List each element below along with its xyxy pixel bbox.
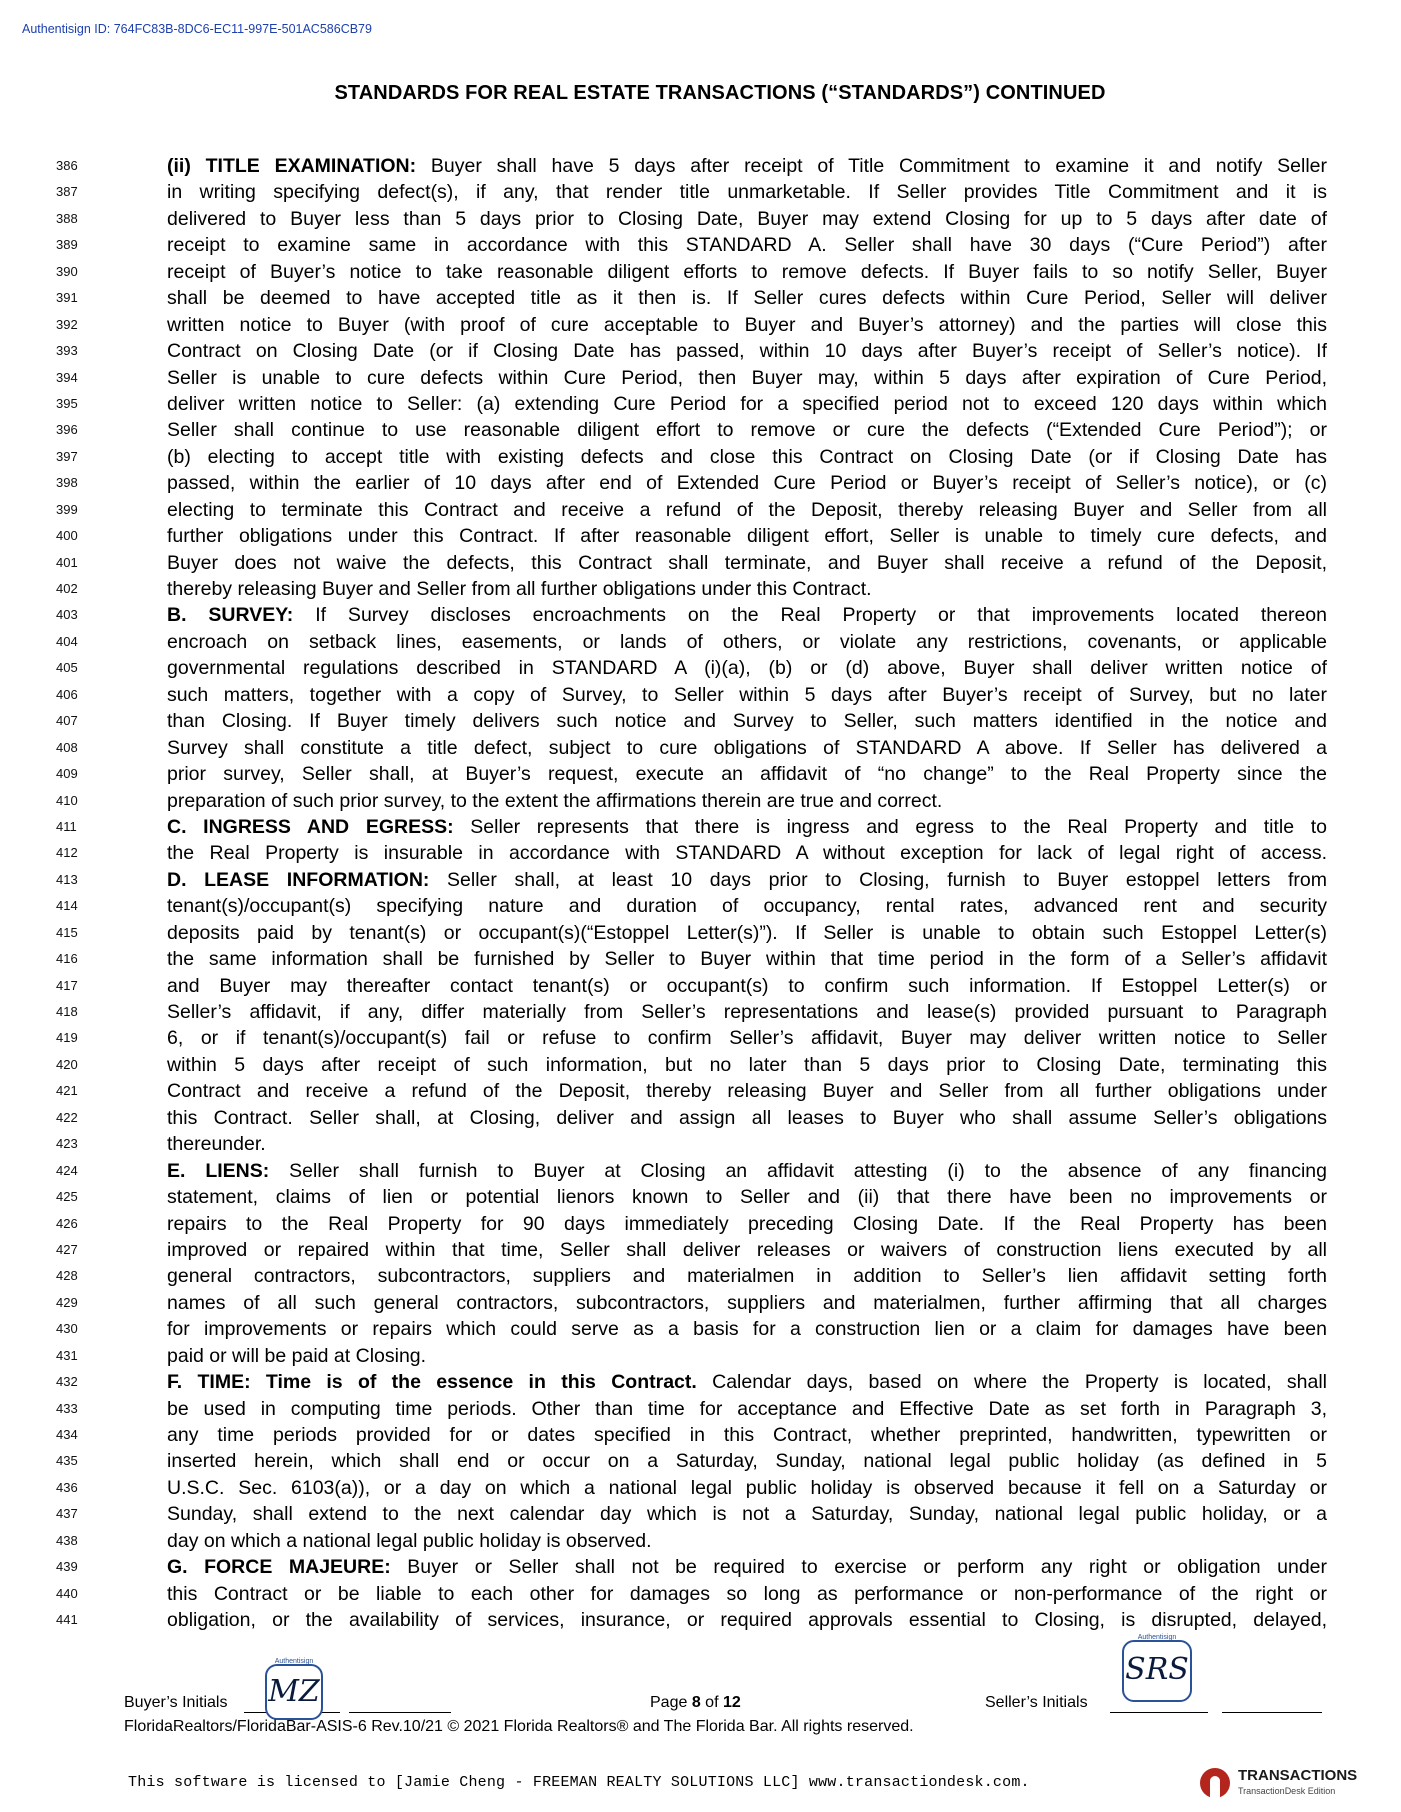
section-heading: C. INGRESS AND EGRESS:	[167, 815, 454, 838]
line-body: written notice to Buyer (with proof of cure acceptable to Buyer and Buyer’s attorney) and the parties will close this	[167, 313, 1327, 336]
seller-initials-label: Seller’s Initials	[985, 1694, 1088, 1711]
line-text	[167, 1581, 1327, 1607]
authentisign-id: Authentisign ID: 764FC83B-8DC6-EC11-997E-501AC586CB79	[22, 22, 372, 36]
line-text	[167, 259, 1327, 285]
contract-line	[0, 470, 1401, 496]
line-number: 403	[56, 607, 78, 623]
contract-line	[0, 973, 1401, 999]
line-number: 436	[56, 1479, 78, 1495]
line-body: preparation of such prior survey, to the extent the affirmations therein are true and correct.	[167, 789, 943, 812]
contract-line	[0, 788, 1401, 814]
contract-line	[0, 497, 1401, 523]
line-number: 391	[56, 290, 78, 306]
line-body: the same information shall be furnished by Seller to Buyer within that time period in the form of a Seller’s affidavit	[167, 948, 1327, 971]
line-body: governmental regulations described in STANDARD A (i)(a), (b) or (d) above, Buyer shall deliver written notice of	[167, 657, 1327, 680]
contract-line	[0, 1554, 1401, 1580]
line-text	[167, 470, 1327, 496]
logo-edition: TransactionDesk Edition	[1238, 1786, 1336, 1796]
line-number: 427	[56, 1241, 78, 1257]
line-body: such matters, together with a copy of Survey, to Seller within 5 days after Buyer’s receipt of Survey, but no later	[167, 683, 1327, 706]
logo-brand: TRANSACTIONS	[1238, 1767, 1358, 1784]
contract-line	[0, 1343, 1401, 1369]
transactions-logo	[1200, 1764, 1380, 1804]
contract-line	[0, 1369, 1401, 1395]
license-notice: This software is licensed to [Jamie Cheng - FREEMAN REALTY SOLUTIONS LLC] www.transactiondesk.com.	[128, 1774, 1030, 1791]
line-text	[167, 1316, 1327, 1342]
buyer-initials-label: Buyer’s Initials	[124, 1694, 228, 1711]
page-of: of	[700, 1694, 723, 1711]
line-text	[167, 602, 1327, 628]
line-number: 437	[56, 1506, 78, 1522]
line-text	[167, 1131, 1327, 1157]
line-text	[167, 497, 1327, 523]
line-text	[167, 338, 1327, 364]
line-text	[167, 1158, 1327, 1184]
contract-line	[0, 1237, 1401, 1263]
line-body: general contractors, subcontractors, suppliers and materialmen in addition to Seller’s lien affidavit setting forth	[167, 1265, 1327, 1288]
contract-line	[0, 1448, 1401, 1474]
line-text	[167, 576, 1327, 602]
line-number: 432	[56, 1374, 78, 1390]
contract-line	[0, 444, 1401, 470]
line-text	[167, 179, 1327, 205]
line-number: 401	[56, 554, 78, 570]
line-number: 430	[56, 1321, 78, 1337]
line-body: thereunder.	[167, 1133, 266, 1156]
stamp-tag: Authentisign	[1137, 1634, 1177, 1641]
line-body: Seller shall, at least 10 days prior to Closing, furnish to Buyer estoppel letters from	[429, 868, 1327, 891]
contract-line	[0, 232, 1401, 258]
line-text	[167, 1448, 1327, 1474]
line-number: 440	[56, 1585, 78, 1601]
line-body: shall be deemed to have accepted title as it then is. If Seller cures defects within Cure Period, Seller will deliver	[167, 287, 1327, 310]
line-number: 415	[56, 924, 78, 940]
buyer-initials-stamp	[265, 1658, 323, 1720]
line-number: 394	[56, 369, 78, 385]
line-body: the Real Property is insurable in accordance with STANDARD A without exception for lack of legal right of access.	[167, 842, 1327, 865]
seller-initials-signature: SRS	[1125, 1652, 1189, 1687]
line-text	[167, 629, 1327, 655]
copyright-notice: FloridaRealtors/FloridaBar-ASIS-6 Rev.10/21 © 2021 Florida Realtors® and The Florida Bar. All rights reserved.	[124, 1718, 914, 1735]
line-number: 412	[56, 845, 78, 861]
line-number: 398	[56, 475, 78, 491]
contract-line	[0, 1422, 1401, 1448]
line-text	[167, 973, 1327, 999]
line-body: Seller shall furnish to Buyer at Closing an affidavit attesting (i) to the absence of any financing	[269, 1159, 1327, 1182]
line-body: thereby releasing Buyer and Seller from all further obligations under this Contract.	[167, 578, 872, 600]
line-body: this Contract or be liable to each other for damages so long as performance or non-performance of the right or	[167, 1582, 1327, 1605]
contract-line	[0, 840, 1401, 866]
contract-line	[0, 1316, 1401, 1342]
line-number: 389	[56, 237, 78, 253]
line-text	[167, 1025, 1327, 1051]
line-text	[167, 1501, 1327, 1527]
line-number: 434	[56, 1427, 78, 1442]
contract-line	[0, 365, 1401, 391]
line-text	[167, 1607, 1327, 1633]
line-text	[167, 735, 1327, 761]
contract-line	[0, 179, 1401, 205]
contract-line	[0, 735, 1401, 761]
contract-line	[0, 206, 1401, 232]
contract-line	[0, 576, 1401, 602]
line-body: be used in computing time periods. Other than time for acceptance and Effective Date as set forth in Paragraph 3,	[167, 1397, 1327, 1420]
line-body: Buyer shall have 5 days after receipt of Title Commitment to examine it and notify Seller	[416, 155, 1327, 177]
line-number: 422	[56, 1109, 78, 1125]
contract-line	[0, 1501, 1401, 1527]
line-number: 411	[56, 818, 77, 834]
line-number: 413	[56, 871, 78, 887]
line-number: 387	[56, 184, 78, 200]
page-total: 12	[722, 1694, 741, 1711]
contract-line	[0, 682, 1401, 708]
contract-line	[0, 1396, 1401, 1422]
line-body: within 5 days after receipt of such information, but no later than 5 days prior to Closing Date, terminating this	[167, 1053, 1327, 1076]
line-text	[167, 1396, 1327, 1422]
line-number: 420	[56, 1056, 78, 1072]
contract-line	[0, 893, 1401, 919]
line-body: electing to terminate this Contract and receive a refund of the Deposit, thereby releasing Buyer and Seller from all	[167, 498, 1327, 521]
line-body: encroach on setback lines, easements, or lands of others, or violate any restrictions, covenants, or applicable	[167, 630, 1327, 653]
line-body: Seller’s affidavit, if any, differ materially from Seller’s representations and lease(s) provided pursuant to Paragraph	[167, 1001, 1327, 1023]
contract-line	[0, 1052, 1401, 1078]
line-text	[167, 1263, 1327, 1289]
line-number: 392	[56, 316, 78, 332]
line-body: day on which a national legal public holiday is observed.	[167, 1529, 652, 1552]
line-text	[167, 1528, 1327, 1554]
line-body: receipt to examine same in accordance with this STANDARD A. Seller shall have 30 days (“Cure Period”) after	[167, 234, 1327, 257]
line-number: 438	[56, 1532, 78, 1548]
contract-line	[0, 391, 1401, 417]
seller-initials-line-2[interactable]	[1222, 1712, 1322, 1713]
line-text	[167, 1105, 1327, 1131]
contract-line	[0, 153, 1401, 179]
contract-line	[0, 550, 1401, 576]
line-body: Seller shall continue to use reasonable diligent effort to remove or cure the defects (“Extended Cure Period”); or	[167, 419, 1327, 442]
contract-line	[0, 814, 1401, 840]
line-body: further obligations under this Contract. If after reasonable diligent effort, Seller is unable to timely cure defects, and	[167, 525, 1327, 548]
line-text	[167, 365, 1327, 391]
line-text	[167, 1184, 1327, 1210]
contract-line	[0, 1263, 1401, 1289]
line-number: 433	[56, 1400, 78, 1416]
line-number: 404	[56, 633, 78, 649]
contract-line	[0, 1528, 1401, 1554]
seller-initials-line-1[interactable]	[1110, 1712, 1208, 1713]
line-text	[167, 708, 1327, 734]
contract-body	[0, 153, 1401, 1634]
line-body: repairs to the Real Property for 90 days immediately preceding Closing Date. If the Real Property has been	[167, 1212, 1327, 1235]
section-heading: (ii) TITLE EXAMINATION:	[167, 155, 417, 177]
line-body: and Buyer may thereafter contact tenant(s) or occupant(s) to confirm such information. If Estoppel Letter(s) or	[167, 974, 1327, 997]
line-text	[167, 523, 1327, 549]
line-number: 388	[56, 210, 78, 226]
line-text	[167, 920, 1327, 946]
contract-line	[0, 1475, 1401, 1501]
line-text	[167, 814, 1327, 840]
contract-line	[0, 999, 1401, 1025]
page-current: 8	[691, 1694, 701, 1711]
page-number	[650, 1694, 741, 1712]
contract-line	[0, 1078, 1401, 1104]
line-body: this Contract. Seller shall, at Closing, deliver and assign all leases to Buyer who shall assume Seller’s obligations	[167, 1106, 1327, 1129]
line-body: If Survey discloses encroachments on the Real Property or that improvements located thereon	[293, 604, 1327, 627]
line-body: Seller is unable to cure defects within Cure Period, then Buyer may, within 5 days after expiration of Cure Period,	[167, 366, 1327, 389]
line-body: than Closing. If Buyer timely delivers such notice and Survey to Seller, such matters identified in the notice and	[167, 710, 1327, 733]
line-text	[167, 867, 1327, 893]
line-text	[167, 391, 1327, 417]
contract-line	[0, 602, 1401, 628]
line-text	[167, 232, 1327, 258]
line-text	[167, 550, 1327, 576]
line-text	[167, 1343, 1327, 1369]
line-body: deliver written notice to Seller: (a) extending Cure Period for a specified period not to exceed 120 days within which	[167, 392, 1327, 415]
contract-line	[0, 338, 1401, 364]
line-number: 426	[56, 1215, 78, 1231]
line-number: 397	[56, 448, 78, 464]
line-text	[167, 999, 1327, 1025]
line-body: Buyer or Seller shall not be required to exercise or perform any right or obligation under	[390, 1556, 1327, 1579]
buyer-initials-signature: MZ	[268, 1674, 320, 1709]
line-body: Seller represents that there is ingress and egress to the Real Property and title to	[453, 815, 1327, 838]
line-number: 428	[56, 1268, 78, 1284]
line-body: for improvements or repairs which could serve as a basis for a construction lien or a claim for damages have been	[167, 1318, 1327, 1341]
line-text	[167, 655, 1327, 681]
line-body: passed, within the earlier of 10 days after end of Extended Cure Period or Buyer’s receipt of Seller’s notice), or (c)	[167, 472, 1327, 495]
line-body: receipt of Buyer’s notice to take reasonable diligent efforts to remove defects. If Buyer fails to so notify Seller, Buyer	[167, 260, 1327, 283]
line-number: 409	[56, 766, 78, 782]
contract-line	[0, 1105, 1401, 1131]
line-body: 6, or if tenant(s)/occupant(s) fail or refuse to confirm Seller’s affidavit, Buyer may deliver written notice to Seller	[167, 1027, 1327, 1050]
line-body: delivered to Buyer less than 5 days prior to Closing Date, Buyer may extend Closing for up to 5 days after date of	[167, 207, 1327, 230]
section-heading: G. FORCE MAJEURE:	[167, 1556, 391, 1579]
line-number: 421	[56, 1083, 78, 1099]
line-number: 435	[56, 1453, 78, 1469]
line-number: 439	[56, 1559, 78, 1575]
section-heading: D. LEASE INFORMATION:	[167, 868, 430, 891]
line-text	[167, 1211, 1327, 1237]
line-text	[167, 1475, 1327, 1501]
line-body: (b) electing to accept title with existing defects and close this Contract on Closing Date (or if Closing Date has	[167, 445, 1327, 468]
line-body: Contract and receive a refund of the Deposit, thereby releasing Buyer and Seller from all further obligations under	[167, 1080, 1327, 1103]
line-body: paid or will be paid at Closing.	[167, 1344, 427, 1367]
line-number: 395	[56, 395, 78, 411]
contract-line	[0, 1025, 1401, 1051]
line-number: 410	[56, 792, 78, 808]
contract-line	[0, 417, 1401, 443]
contract-line	[0, 523, 1401, 549]
contract-line	[0, 1158, 1401, 1184]
line-text	[167, 840, 1327, 866]
section-heading: E. LIENS:	[167, 1159, 270, 1182]
line-number: 431	[56, 1347, 78, 1363]
page-title: STANDARDS FOR REAL ESTATE TRANSACTIONS (“STANDARDS”) CONTINUED	[334, 82, 1106, 104]
line-text	[167, 788, 1327, 814]
contract-line	[0, 1184, 1401, 1210]
contract-line	[0, 708, 1401, 734]
line-number: 386	[56, 158, 78, 173]
line-body: Contract on Closing Date (or if Closing Date has passed, within 10 days after Buyer’s receipt of Seller’s notice). If	[167, 340, 1327, 363]
line-body: prior survey, Seller shall, at Buyer’s request, execute an affidavit of “no change” to the Real Property since the	[167, 763, 1327, 786]
line-number: 393	[56, 343, 78, 359]
line-number: 424	[56, 1162, 78, 1178]
line-text	[167, 1422, 1327, 1448]
line-text	[167, 417, 1327, 443]
line-number: 408	[56, 739, 78, 755]
line-number: 402	[56, 581, 78, 596]
contract-line	[0, 920, 1401, 946]
line-text	[167, 312, 1327, 338]
contract-line	[0, 1607, 1401, 1633]
line-body: Survey shall constitute a title defect, subject to cure obligations of STANDARD A above. If Seller has delivered a	[167, 736, 1327, 759]
contract-line	[0, 1131, 1401, 1157]
line-body: statement, claims of lien or potential lienors known to Seller and (ii) that there have been no improvements or	[167, 1186, 1327, 1209]
line-number: 407	[56, 713, 78, 729]
line-text	[167, 1554, 1327, 1580]
line-number: 419	[56, 1030, 78, 1046]
line-body: any time periods provided for or dates specified in this Contract, whether preprinted, handwritten, typewritten or	[167, 1424, 1327, 1446]
line-body: names of all such general contractors, subcontractors, suppliers and materialmen, further affirming that all charges	[167, 1291, 1327, 1314]
line-text	[167, 1290, 1327, 1316]
line-text	[167, 1237, 1327, 1263]
contract-line	[0, 259, 1401, 285]
line-number: 417	[56, 977, 78, 993]
contract-line	[0, 1290, 1401, 1316]
line-body: in writing specifying defect(s), if any, that render title unmarketable. If Seller provides Title Commitment and it is	[167, 181, 1327, 204]
line-text	[167, 1078, 1327, 1104]
line-body: deposits paid by tenant(s) or occupant(s)(“Estoppel Letter(s)”). If Seller is unable to obtain such Estoppel Letter(s)	[167, 921, 1327, 944]
line-text	[167, 206, 1327, 232]
line-number: 390	[56, 263, 78, 279]
section-heading: F. TIME: Time is of the essence in this Contract.	[167, 1371, 697, 1394]
contract-line	[0, 867, 1401, 893]
line-number: 406	[56, 686, 78, 702]
contract-line	[0, 1211, 1401, 1237]
line-text	[167, 153, 1327, 179]
seller-initials-stamp	[1122, 1634, 1192, 1702]
line-body: tenant(s)/occupant(s) specifying nature and duration of occupancy, rental rates, advanced rent and security	[167, 895, 1327, 918]
line-body: Calendar days, based on where the Property is located, shall	[696, 1371, 1327, 1394]
line-text	[167, 682, 1327, 708]
line-text	[167, 893, 1327, 919]
line-body: obligation, or the availability of services, insurance, or required approvals essential to Closing, is disrupted, delayed,	[167, 1609, 1327, 1632]
line-text	[167, 946, 1327, 972]
line-number: 405	[56, 660, 78, 676]
contract-line	[0, 1581, 1401, 1607]
page-label: Page	[650, 1694, 692, 1711]
contract-line	[0, 629, 1401, 655]
line-number: 429	[56, 1294, 78, 1310]
line-body: inserted herein, which shall end or occur on a Saturday, Sunday, national legal public holiday (as defined in 5	[167, 1450, 1327, 1473]
line-body: Sunday, shall extend to the next calendar day which is not a Saturday, Sunday, national legal public holiday, or a	[167, 1503, 1327, 1526]
stamp-tag: Authentisign	[274, 1658, 314, 1665]
line-text	[167, 1052, 1327, 1078]
contract-line	[0, 312, 1401, 338]
line-body: improved or repaired within that time, Seller shall deliver releases or waivers of construction liens executed by all	[167, 1238, 1327, 1261]
line-number: 414	[56, 898, 78, 914]
contract-line	[0, 285, 1401, 311]
line-text	[167, 444, 1327, 470]
line-number: 425	[56, 1189, 78, 1205]
contract-line	[0, 655, 1401, 681]
contract-line	[0, 946, 1401, 972]
line-number: 396	[56, 422, 78, 438]
line-number: 416	[56, 951, 78, 967]
line-number: 423	[56, 1136, 78, 1152]
line-number: 399	[56, 501, 78, 517]
contract-line	[0, 761, 1401, 787]
logo-mark-icon	[1200, 1768, 1230, 1798]
buyer-initials-line-2[interactable]	[349, 1712, 451, 1713]
line-text	[167, 285, 1327, 311]
line-number: 441	[56, 1612, 78, 1628]
line-number: 400	[56, 528, 78, 544]
line-body: U.S.C. Sec. 6103(a)), or a day on which a national legal public holiday is observed because it fell on a Saturday or	[167, 1476, 1327, 1499]
line-body: Buyer does not waive the defects, this Contract shall terminate, and Buyer shall receive a refund of the Deposit,	[167, 551, 1327, 574]
line-text	[167, 761, 1327, 787]
section-heading: B. SURVEY:	[167, 604, 294, 627]
line-number: 418	[56, 1004, 78, 1019]
line-text	[167, 1369, 1327, 1395]
